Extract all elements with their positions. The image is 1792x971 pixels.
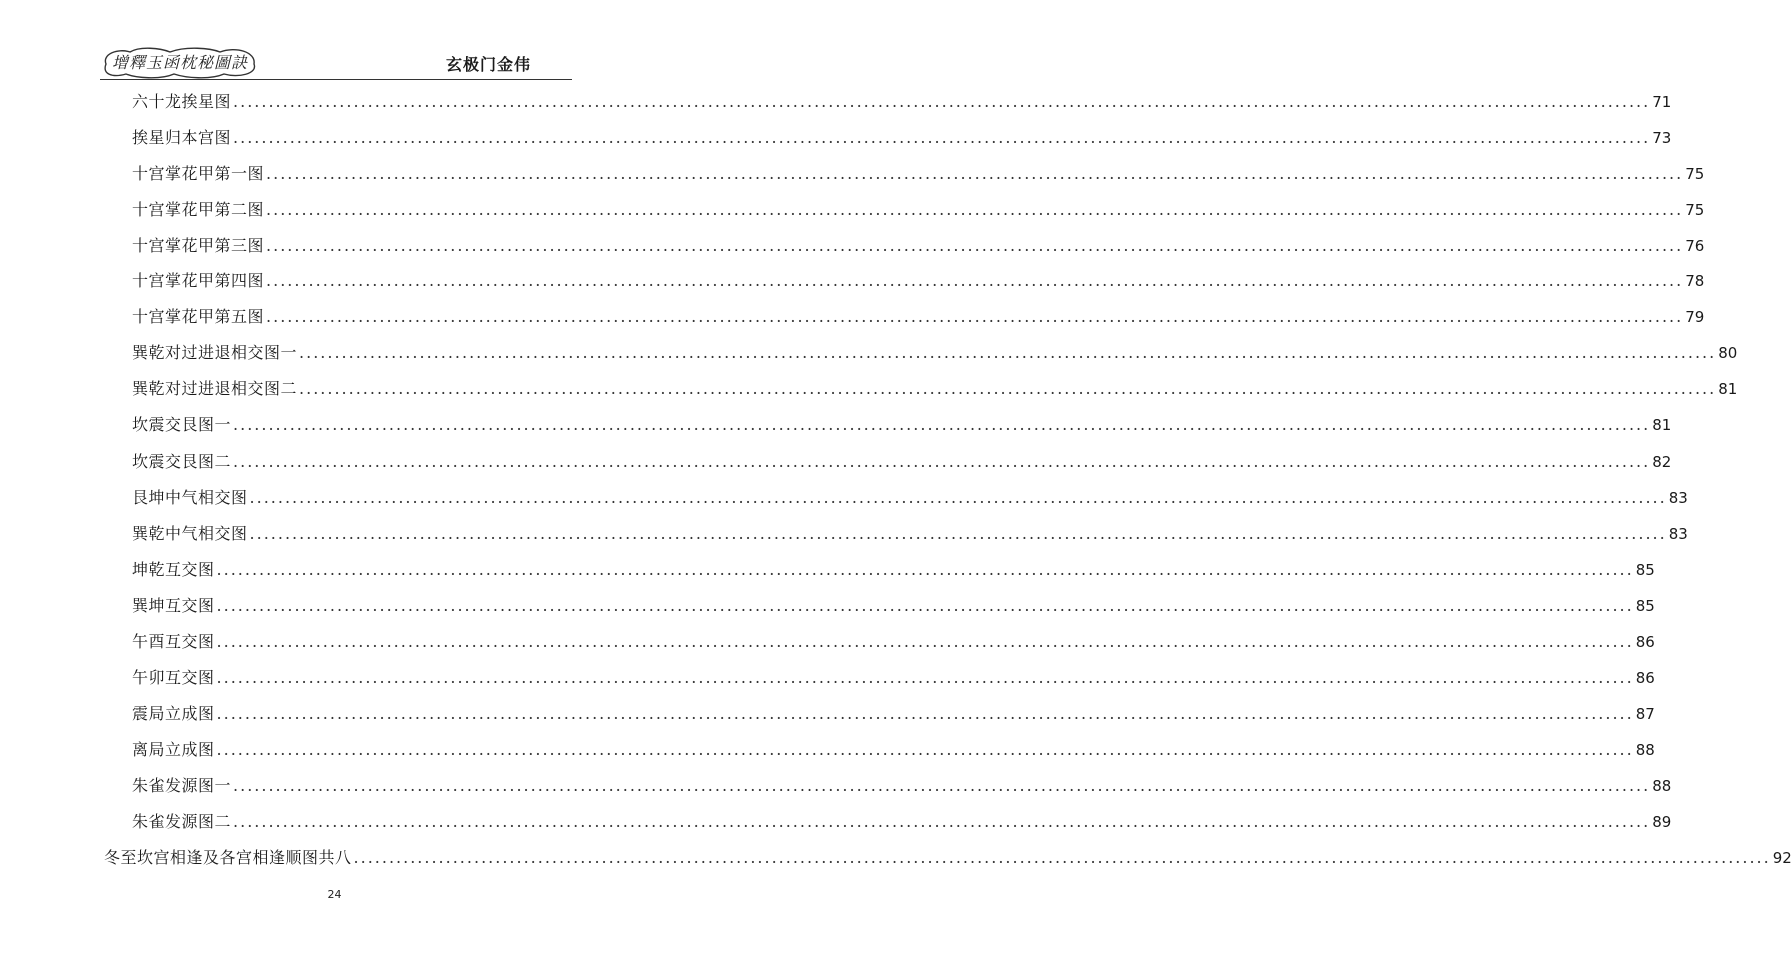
header-divider — [100, 79, 572, 80]
toc-entry — [132, 267, 1705, 291]
toc-entry-page: 82 — [1652, 453, 1672, 471]
toc-entry — [132, 520, 1688, 544]
toc-entry-page: 89 — [1652, 813, 1672, 831]
toc-entry — [132, 160, 1705, 184]
toc-entry-page: 76 — [1685, 237, 1705, 255]
toc-entry — [132, 448, 1672, 472]
toc-dot-leader: ........................................................................................................................................................................................................ — [216, 632, 1634, 651]
toc-entry-page: 81 — [1652, 416, 1672, 434]
toc-entry-page: 78 — [1685, 272, 1705, 290]
toc-entry-title: 巽乾对过进退相交图一 — [132, 343, 298, 362]
toc-dot-leader: ........................................................................................................................................................................................................ — [233, 452, 1651, 471]
toc-entry-title: 巽坤互交图 — [132, 596, 215, 615]
toc-dot-leader: ........................................................................................................................................................................................................ — [353, 848, 1771, 867]
toc-entry — [132, 628, 1655, 652]
toc-entry-page: 81 — [1718, 380, 1738, 398]
toc-entry-page: 75 — [1685, 201, 1705, 219]
toc-entry — [132, 124, 1672, 148]
toc-entry — [132, 375, 1738, 399]
toc-dot-leader: ........................................................................................................................................................................................................ — [249, 524, 1667, 543]
logo-title: 增釋玉函枕秘圖訣 — [112, 53, 249, 72]
toc-entry-page: 88 — [1652, 777, 1672, 795]
toc-entry-page: 83 — [1668, 525, 1688, 543]
toc-entry — [132, 484, 1688, 508]
toc-entry-page: 92 — [1772, 849, 1792, 867]
toc-entry-title: 艮坤中气相交图 — [132, 488, 248, 507]
author-name: 玄极门金伟 — [446, 55, 532, 74]
toc-entry-title: 离局立成图 — [132, 740, 215, 759]
toc-dot-leader: ........................................................................................................................................................................................................ — [216, 596, 1634, 615]
toc-entry-page: 80 — [1718, 344, 1738, 362]
toc-dot-leader: ........................................................................................................................................................................................................ — [216, 668, 1634, 687]
toc-entry — [132, 411, 1672, 435]
toc-entry-title: 挨星归本宫图 — [132, 128, 232, 147]
toc-entry-title: 十宫掌花甲第一图 — [132, 164, 265, 183]
toc-dot-leader: ........................................................................................................................................................................................................ — [233, 776, 1651, 795]
toc-entry-page: 86 — [1635, 669, 1655, 687]
toc-dot-leader: ........................................................................................................................................................................................................ — [216, 704, 1634, 723]
toc-dot-leader: ........................................................................................................................................................................................................ — [216, 560, 1634, 579]
toc-entry-title: 坎震交艮图二 — [132, 452, 232, 471]
toc-dot-leader: ........................................................................................................................................................................................................ — [266, 200, 1684, 219]
toc-dot-leader: ........................................................................................................................................................................................................ — [299, 379, 1717, 398]
toc-entry-title: 朱雀发源图一 — [132, 776, 232, 795]
toc-entry-title: 朱雀发源图二 — [132, 812, 232, 831]
toc-entry-page: 87 — [1635, 705, 1655, 723]
toc-entry — [132, 592, 1655, 616]
toc-dot-leader: ........................................................................................................................................................................................................ — [266, 236, 1684, 255]
toc-entry — [132, 772, 1672, 796]
toc-entry-title: 十宫掌花甲第三图 — [132, 236, 265, 255]
toc-entry-page: 75 — [1685, 165, 1705, 183]
toc-dot-leader: ........................................................................................................................................................................................................ — [249, 488, 1667, 507]
toc-entry-title: 午酉互交图 — [132, 632, 215, 651]
toc-entry — [132, 664, 1655, 688]
toc-entry-page: 83 — [1668, 489, 1688, 507]
toc-dot-leader: ........................................................................................................................................................................................................ — [266, 271, 1684, 290]
toc-dot-leader: ........................................................................................................................................................................................................ — [233, 812, 1651, 831]
toc-dot-leader: ........................................................................................................................................................................................................ — [299, 343, 1717, 362]
toc-dot-leader: ........................................................................................................................................................................................................ — [233, 415, 1651, 434]
toc-entry-title: 六十龙挨星图 — [132, 92, 232, 111]
toc-dot-leader: ........................................................................................................................................................................................................ — [233, 128, 1651, 147]
toc-entry — [132, 700, 1655, 724]
toc-entry — [132, 736, 1655, 760]
toc-entry-title: 震局立成图 — [132, 704, 215, 723]
toc-entry-page: 71 — [1652, 93, 1672, 111]
toc-entry-page: 73 — [1652, 129, 1672, 147]
toc-entry-title: 巽乾中气相交图 — [132, 524, 248, 543]
toc-entry — [132, 88, 1672, 112]
toc-entry — [132, 196, 1705, 220]
toc-entry — [132, 339, 1738, 363]
toc-entry-page: 88 — [1635, 741, 1655, 759]
toc-entry-title: 冬至坎宫相逢及各宫相逢顺图共八 — [104, 848, 352, 867]
toc-entry-title: 十宫掌花甲第四图 — [132, 271, 265, 290]
toc-entry-page: 85 — [1635, 561, 1655, 579]
toc-dot-leader: ........................................................................................................................................................................................................ — [216, 740, 1634, 759]
toc-entry — [132, 232, 1705, 256]
toc-entry-title: 十宫掌花甲第二图 — [132, 200, 265, 219]
page-number: 24 — [327, 888, 342, 901]
toc-entry-title: 巽乾对过进退相交图二 — [132, 379, 298, 398]
toc-entry-page: 85 — [1635, 597, 1655, 615]
toc-entry-title: 坎震交艮图一 — [132, 415, 232, 434]
toc-entry-title: 坤乾互交图 — [132, 560, 215, 579]
toc-entry-page: 79 — [1685, 308, 1705, 326]
toc-entry — [132, 303, 1705, 327]
toc-entry — [104, 844, 1792, 868]
toc-dot-leader: ........................................................................................................................................................................................................ — [233, 92, 1651, 111]
toc-entry-title: 十宫掌花甲第五图 — [132, 307, 265, 326]
toc-entry — [132, 808, 1672, 832]
toc-dot-leader: ........................................................................................................................................................................................................ — [266, 164, 1684, 183]
toc-entry-title: 午卯互交图 — [132, 668, 215, 687]
toc-entry-page: 86 — [1635, 633, 1655, 651]
toc-dot-leader: ........................................................................................................................................................................................................ — [266, 307, 1684, 326]
toc-entry — [132, 556, 1655, 580]
